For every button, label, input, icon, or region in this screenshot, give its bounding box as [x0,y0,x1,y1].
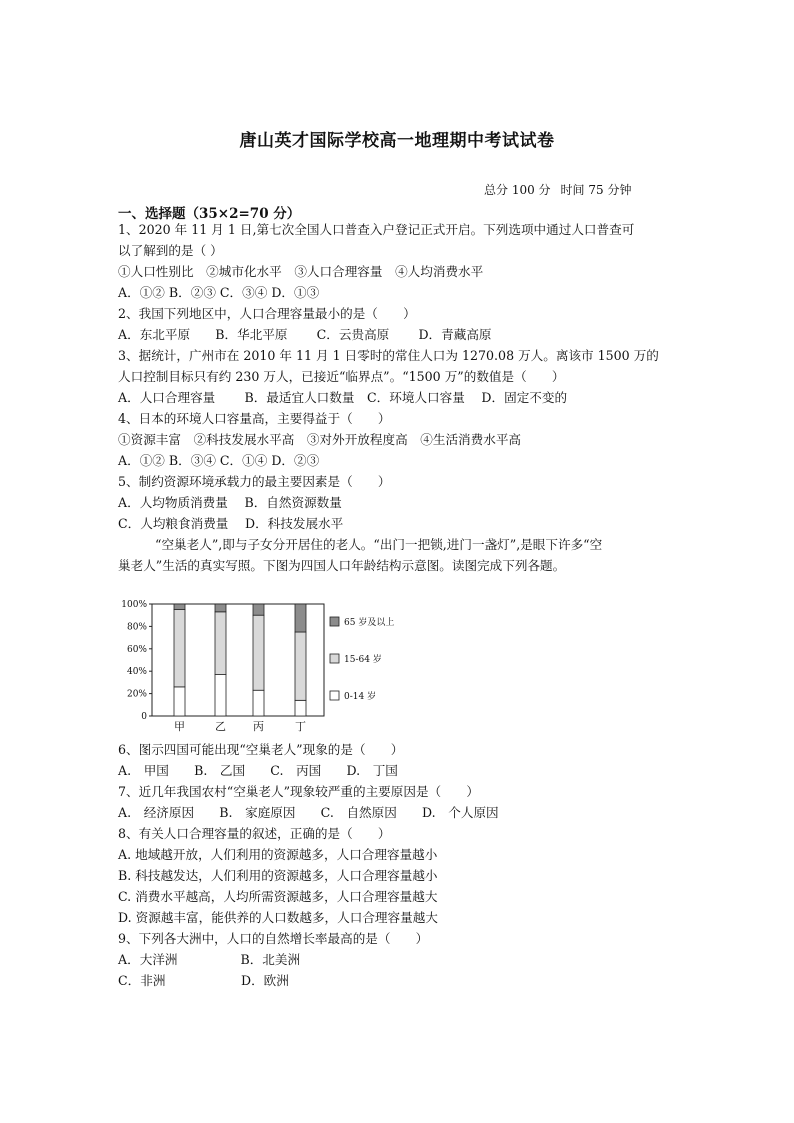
bar-segment [295,604,306,632]
y-tick-label: 100% [121,600,147,610]
y-tick-label: 40% [126,667,147,678]
q6-stem: 6、图示四国可能出现“空巢老人”现象的是（ ） [118,742,404,757]
bar-segment [253,690,264,716]
y-tick-label: 0 [141,712,147,722]
bar-segment [295,700,306,716]
bar-segment [253,615,264,690]
x-tick-label: 丙 [253,720,264,733]
legend-swatch [330,617,339,626]
passage-line2: 巢老人”生活的真实写照。下图为四国人口年龄结构示意图。读图完成下列各题。 [118,558,566,573]
bar-segment [295,632,306,700]
x-tick-label: 乙 [215,720,226,733]
q3-stem-line2: 人口控制目标只有约 230 万人，已接近“临界点”。“1500 万”的数值是（ ） [118,369,565,384]
bar-segment [174,610,185,687]
bar-segment [174,687,185,716]
y-tick-label: 60% [126,644,147,655]
bar-segment [215,675,226,716]
q9-options-line1: A．大洋洲 B．北美洲 [118,952,301,967]
y-tick-label: 20% [126,689,147,700]
q5-stem: 5、制约资源环境承载力的最主要因素是（ ） [118,474,391,489]
q1-stem-line2: 以了解到的是（ ） [118,243,223,258]
legend-label: 65 岁及以上 [344,618,395,628]
bar-segment [253,604,264,615]
q9-options-line2: C．非洲 D．欧洲 [118,973,289,988]
q9-stem: 9、下列各大洲中，人口的自然增长率最高的是（ ） [118,931,429,946]
q8-stem: 8、有关人口合理容量的叙述，正确的是（ ） [118,826,391,841]
x-tick-label: 甲 [174,720,185,733]
q4-stem: 4、日本的环境人口容量高，主要得益于（ ） [118,411,391,426]
q4-options: A．①② B．③④ C．①④ D．②③ [118,453,320,468]
q2-stem: 2、我国下列地区中，人口合理容量最小的是（ ） [118,306,416,321]
age-structure-chart [118,596,418,738]
passage-line1: “空巢老人”,即与子女分开居住的老人。“出门一把锁,进门一盏灯”,是眼下许多“空 [155,537,603,552]
legend-label: 0-14 岁 [344,692,377,702]
bar-segment [174,604,185,610]
q8-option-c: C. 消费水平越高，人均所需资源越多，人口合理容量越大 [118,889,438,904]
bar-segment [215,604,226,612]
q1-options: A．①② B．②③ C．③④ D．①③ [118,285,320,300]
y-tick-label: 80% [126,622,147,633]
legend-label: 15-64 岁 [344,655,382,665]
q4-items: ①资源丰富 ②科技发展水平高 ③对外开放程度高 ④生活消费水平高 [118,432,521,447]
q1-stem-line1: 1、2020 年 11 月 1 日,第七次全国人口普查入户登记正式开启。下列选项中通过人口普查可 [118,222,635,237]
q1-items: ①人口性别比 ②城市化水平 ③人口合理容量 ④人均消费水平 [118,264,484,279]
x-tick-label: 丁 [295,720,306,733]
bar-segment [215,612,226,675]
exam-title: 唐山英才国际学校高一地理期中考试试卷 [239,131,555,151]
q7-stem: 7、近几年我国农村“空巢老人”现象较严重的主要原因是（ ） [118,784,479,799]
q5-options-line2: C．人均粮食消费量 D．科技发展水平 [118,516,344,531]
q6-options: A. 甲国 B. 乙国 C. 丙国 D. 丁国 [118,763,398,778]
q8-option-b: B. 科技越发达，人们利用的资源越多，人口合理容量越小 [118,868,438,883]
exam-meta [484,181,641,198]
q2-options: A．东北平原 B．华北平原 C．云贵高原 D．青藏高原 [118,327,492,342]
section-heading: 一、选择题（35×2=70 分） [118,206,301,222]
q8-option-d: D. 资源越丰富，能供养的人口数越多，人口合理容量越大 [118,910,438,925]
q7-options: A. 经济原因 B. 家庭原因 C. 自然原因 D. 个人原因 [118,805,499,820]
time-limit: 时间 75 分钟 [560,183,632,197]
q3-stem-line1: 3、据统计，广州市在 2010 年 11 月 1 日零时的常住人口为 1270.08 万人。离该市 1500 万的 [118,348,659,363]
q8-option-a: A. 地域越开放，人们利用的资源越多，人口合理容量越小 [118,847,438,862]
total-score: 总分 100 分 [484,183,551,197]
legend-swatch [330,691,339,700]
q3-options: A．人口合理容量 B．最适宜人口数量 C．环境人口容量 D．固定不变的 [118,390,568,405]
q5-options-line1: A．人均物质消费量 B．自然资源数量 [118,495,342,510]
legend-swatch [330,654,339,663]
